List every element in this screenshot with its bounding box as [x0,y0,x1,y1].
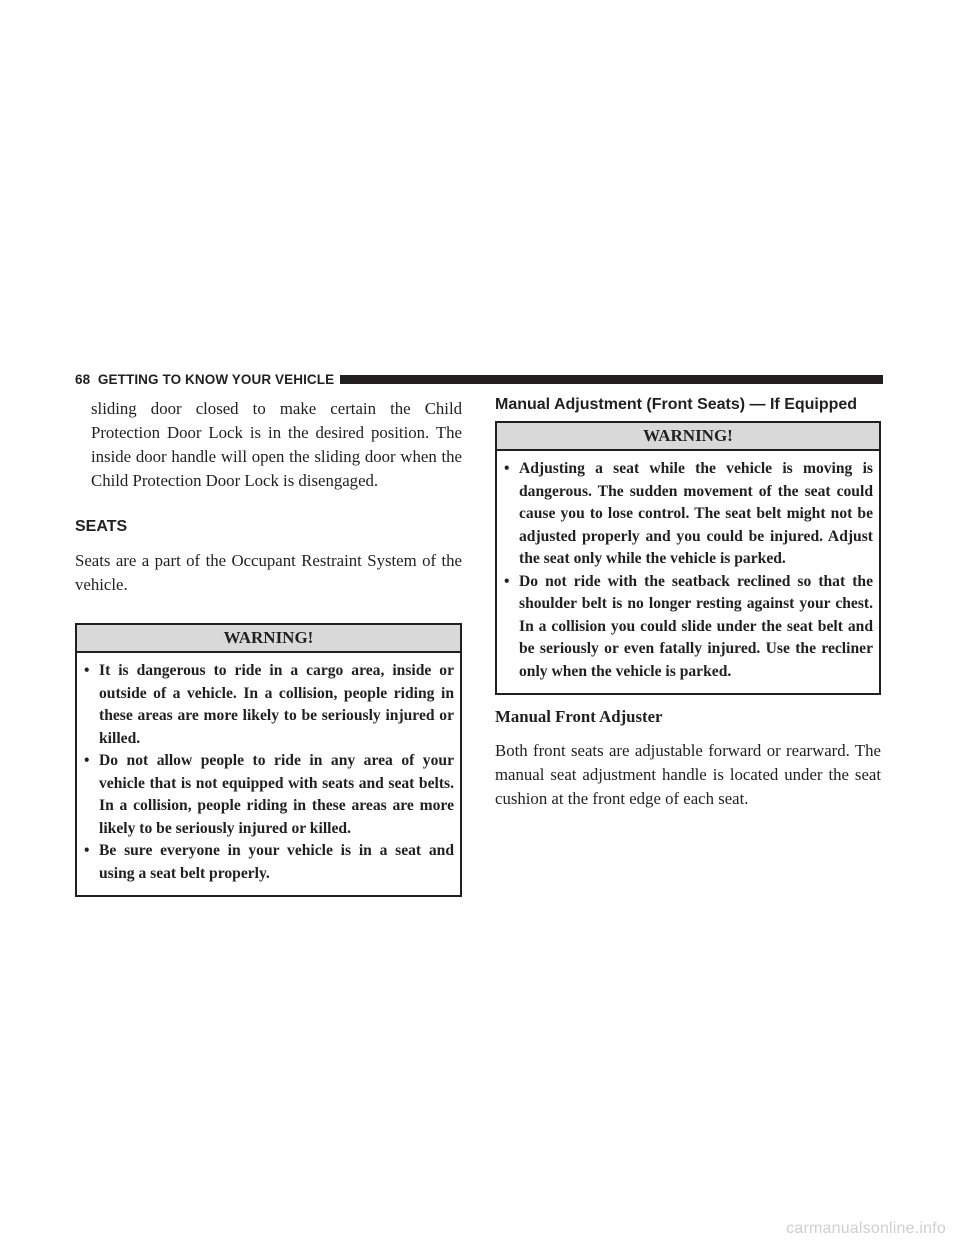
warning-list [497,451,879,693]
warning-item [83,660,454,750]
warning-title: WARNING! [497,423,879,451]
warning-item [83,840,454,885]
warning-item [83,750,454,840]
running-header [75,369,883,389]
bullet-icon: • [84,842,90,859]
left-column [75,397,462,897]
section-title: GETTING TO KNOW YOUR VEHICLE [97,371,335,387]
warning-item [503,458,873,571]
warning-box-seats [75,623,462,897]
warning-item [503,571,873,684]
section-heading-seats: SEATS [75,518,128,535]
page-number: 68 [75,371,91,387]
bullet-icon: • [504,572,510,590]
warning-title: WARNING! [77,625,460,653]
intro-paragraph: sliding door closed to make certain the Child Protection Door Lock is in the desired position. The inside door handle will open the sliding door when the Child Protection Door Lock is disengaged. [91,399,462,490]
warning-item-text: Adjusting a seat while the vehicle is moving is dangerous. The sudden movement of the seat could cause you to lose control. The seat belt might not be adjusted properly and you could be injured. Adjust the seat only while the vehicle is parked. [519,460,873,567]
bullet-icon: • [84,752,90,769]
subheading-manual-front-adjuster: Manual Front Adjuster [495,707,663,726]
warning-item-text: Do not ride with the seatback reclined so that the shoulder belt is no longer resting against your chest. In a collision you could slide under the seat belt and be seriously or even fatally injured. Use the recliner only when the vehicle is parked. [519,572,873,680]
warning-box-manual-adjustment [495,421,881,695]
right-column [495,397,881,811]
header-label [75,372,334,387]
warning-item-text: Do not allow people to ride in any area of your vehicle that is not equipped with seats and seat belts. In a collision, people riding in these areas are more likely to be seriously injured or killed. [99,752,454,837]
bullet-icon: • [84,662,90,679]
warning-item-text: Be sure everyone in your vehicle is in a seat and using a seat belt properly. [99,842,454,882]
bullet-icon: • [504,460,510,477]
header-rule [340,375,883,384]
watermark-logo: carmanualsonline.info [786,1220,946,1237]
section-heading-manual-adjustment: Manual Adjustment (Front Seats) — If Equipped [495,396,858,413]
seats-paragraph: Seats are a part of the Occupant Restraint System of the vehicle. [75,551,462,594]
adjuster-paragraph: Both front seats are adjustable forward or rearward. The manual seat adjustment handle is located under the seat cushion at the front edge of each seat. [495,741,881,808]
warning-item-text: It is dangerous to ride in a cargo area, inside or outside of a vehicle. In a collision, people riding in these areas are more likely to be seriously injured or killed. [99,662,454,747]
warning-list [77,653,460,895]
